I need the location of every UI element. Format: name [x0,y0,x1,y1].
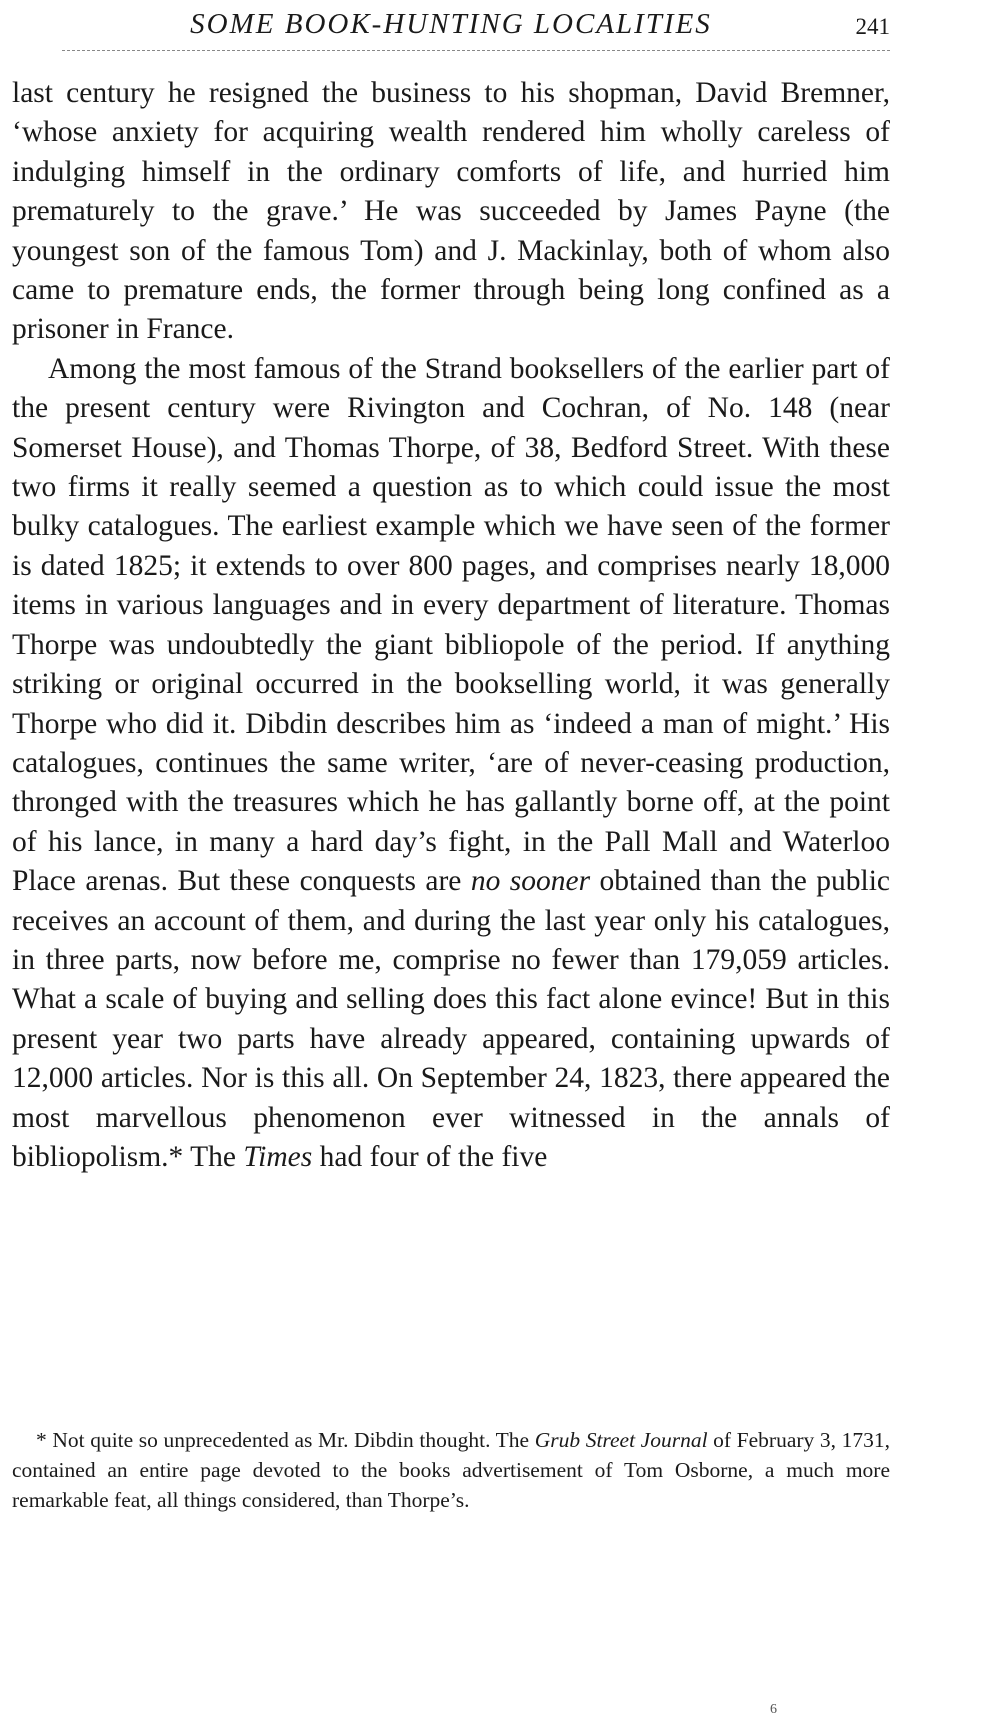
body-text [12,74,890,1177]
grub-street-journal-title: Grub Street Journal [534,1428,708,1452]
paragraph-2 [12,350,890,1178]
paragraph-2-part-a: Among the most famous of the Strand booksellers of the earlier part of the present century were Rivington and Cochran, of No. 148 (near Somerset House), and Thomas Thorpe, of 38, Bedford Street. With these two firms it really seemed a question as to which could issue the most bulky catalogues. The earliest example which we have seen of the former is dated 1825; it extends to over 800 pages, and comprises nearly 18,000 items in various languages and in every department of literature. Thomas Thorpe was undoubtedly the giant bibliopole of the period. If anything striking or original occurred in the bookselling world, it was generally Thorpe who did it. Dibdin describes him as ‘indeed a man of might.’ His catalogues, continues the same writer, ‘are of never-ceasing production, thronged with the treasures which he has gallantly borne off, at the point of his lance, in many a hard day’s fight, in the Pall Mall and Waterloo Place arenas. But these conquests are [12,352,890,898]
paragraph-1: last century he resigned the business to his shopman, David Bremner, ‘whose anxiety for acquiring wealth rendered him wholly careless of indulging himself in the ordinary comforts of life, and hurried him prematurely to the grave.’ He was succeeded by James Payne (the youngest son of the famous Tom) and J. Mackinlay, both of whom also came to premature ends, the former through being long confined as a prisoner in France. [12,77,890,346]
page-header [12,6,890,46]
footnote-part-a: * Not quite so unprecedented as Mr. Dibdin thought. The [36,1428,535,1452]
signature-mark: 6 [770,1702,777,1717]
footnote-part-b: of February 3, 1731, contained an entire page devoted to the books advertisement of Tom Osborne, a much more remarkable feat, all things considered, than Thorpe’s. [12,1428,890,1512]
running-head: SOME BOOK-HUNTING LOCALITIES [190,8,712,40]
emphasis-no-sooner: no sooner [470,865,591,898]
footnote-text [12,1425,890,1515]
footnote [12,1425,890,1515]
page-number: 241 [855,14,890,39]
paragraph-2-part-c: had four of the five [312,1140,548,1173]
header-rule [62,50,890,51]
times-title: Times [243,1140,313,1173]
paragraph-2-part-b: obtained than the public receives an account of them, and during the last year only his catalogues, in three parts, now before me, comprise no fewer than 179,059 articles. What a scale of buying and selling does this fact alone evince! But in this present year two parts have already appeared, containing upwards of 12,000 articles. Nor is this all. On September 24, 1823, there appeared the most marvellous phenomenon ever witnessed in the annals of bibliopolism.* The [12,865,890,1173]
